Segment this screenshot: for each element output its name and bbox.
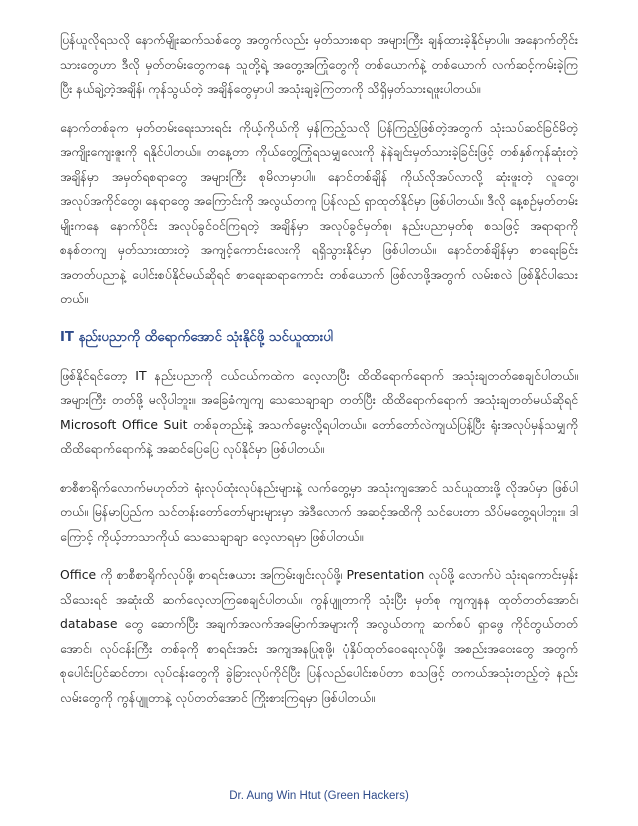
section-paragraph-1: ဖြစ်နိုင်ရင်တော့ IT နည်းပညာကို ငယ်ငယ်ကထဲက လေ့လာပြီး ထိထိရောက်ရောက် အသုံးချတတ်စေချင်ပါတယ်။ အများကြီး တတ်ဖို့ မလိုပါဘူး။ အခြေခံကျကျ သေသေချာချာ တတ်ပြီး ထိထိရောက်ရောက် အသုံးချတတ်မယ်ဆိုရင် Microsoft Office Suit တစ်ခုတည်းနဲ့ အသက်မွေးလို့ရပါတယ်။ တော်တော်လဲကျယ်ပြန့်ပြီး ရုံးအလုပ်မှန်သမျှကို ထိထိရောက်ရောက်နဲ့ အဆင်ပြေပြေ လုပ်နိုင်မှာ ဖြစ်ပါတယ်။ (60, 367, 578, 456)
section-paragraph-3: Office ကို စာစီစာရိုက်လုပ်ဖို့၊ စာရင်းဇယား အကြမ်းဖျင်းလုပ်ဖို့၊ Presentation လုပ်ဖို့ လောက်ပဲ သုံးရကောင်းမှန်း သိသေးရင် အဆုံးထိ ဆက်လေ့လာကြစေချင်ပါတယ်။ ကွန်ပျူတာကို သုံးပြီး မှတ်စု ကျကျနန ထုတ်တတ်အောင်၊ database တွေ ဆောက်ပြီး အချက်အလက်အမြောက်အများကို အလွယ်တကူ ဆက်စပ် ရှာဖွေ ကိုင်တွယ်တတ်အောင်၊ လုပ်ငန်းကြီး တစ်ခုကို စာရင်းအင်း အကျအနပြုစုဖို့၊ ပုံနှိပ်ထုတ်ဝေရေးလုပ်ဖို့၊ အစည်းအဝေးတွေ အတွက် စုပေါင်းပြင်ဆင်တာ၊ လုပ်ငန်းတွေကို ခွဲခြားလုပ်ကိုင်ပြီး ပြန်လည်ပေါင်းစပ်တာ စသဖြင့် တကယ်အသုံးတည့်တဲ့ နည်းလမ်းတွေကို ကွန်ပျူတာနဲ့ လုပ်တတ်အောင် ကြိုးစားကြရမှာ ဖြစ်ပါတယ်။ (60, 567, 578, 705)
intro-paragraph-2: နောက်တစ်ခုက မှတ်တမ်းရေးသားရင်း ကိုယ့်ကိုယ်ကို မှန်ကြည့်သလို ပြန်ကြည့်ဖြစ်တဲ့အတွက် သုံးသပ်ဆင်ခြင်မိတဲ့ အကျိုးကျေးဇူးကို ရနိုင်ပါတယ်။ တနေ့တာ ကိုယ်တွေ့ကြုံရသမျှလေးကို နဲနဲချင်းမှတ်သားခဲ့ခြင်းဖြင့် တစ်နှစ်ကုန်ဆုံးတဲ့အချိန်မှာ အမှတ်ရစရာတွေ အများကြီး စုမိလာမှာပါ။ နောင်တစ်ချိန် ကိုယ်လိုအပ်လာလို့ ဆုံးဖူးတဲ့ လူတွေ၊ အလုပ်အကိုင်တွေ၊ နေရာတွေ အကြောင်းကို အလွယ်တကူ ပြန်လည် ရှာထုတ်နိုင်မှာ ဖြစ်ပါတယ်။ ဒီလို နေ့စဉ်မှတ်တမ်းမျိုးကနေ နောက်ပိုင်း အလုပ်ခွင်ဝင်ကြရတဲ့ အချိန်မှာ အလုပ်ခွင်မှတ်စု၊ နည်းပညာမှတ်စု စသဖြင့် အရာရာကို စနစ်တကျ မှတ်သားထားတဲ့ အကျင့်ကောင်းလေးကို ရရှိသွားနိုင်မှာ ဖြစ်ပါတယ်။ နောင်တစ်ချိန်မှာ စာရေးခြင်း အတတ်ပညာနဲ့ ပေါင်းစပ်နိုင်မယ်ဆိုရင် စာရေးဆရာကောင်း တစ်ယောက် ဖြစ်လာဖို့အတွက် လမ်းစလဲ ဖြစ်နိုင်ပါသေးတယ်။ (60, 119, 578, 306)
footer-author: Dr. Aung Win Htut (Green Hackers) (229, 790, 409, 802)
intro-paragraph-1: ပြန်ယူလိုရသလို နောက်မျိုးဆက်သစ်တွေ အတွက်လည်း မှတ်သားစရာ အများကြီး ချန်ထားခဲ့နိုင်မှာပါ။ အနောက်တိုင်းသားတွေဟာ ဒီလို မှတ်တမ်းတွေကနေ သူတို့ရဲ့ အတွေ့အကြုံတွေကို တစ်ယောက်နဲ့ တစ်ယောက် လက်ဆင့်ကမ်းခဲ့ကြပြီး နယ်ချဲ့တဲ့အချိန်၊ ကုန်သွယ်တဲ့ အချိန်တွေမှာပါ အသုံးချခဲ့ကြတာကို သိရှိမှတ်သားရဖူးပါတယ်။ (60, 32, 578, 96)
section-heading: IT နည်းပညာကို ထိရောက်အောင် သုံးနိုင်ဖို့ သင်ယူထားပါ (60, 329, 334, 345)
section-paragraph-2: စာစီစာရိုက်လောက်မဟုတ်ဘဲ ရုံးလုပ်ထုံးလုပ်နည်းများနဲ့ လက်တွေ့မှာ အသုံးကျအောင် သင်ယူထားဖို့ လိုအပ်မှာ ဖြစ်ပါတယ်။ မြန်မာပြည်က သင်တန်းတော်တော်များများမှာ အဲဒီလောက် အဆင့်အထိကို သင်ပေးတာ သိပ်မတွေ့ရပါဘူး။ ဒါကြောင့် ကိုယ့်ဘာသာကိုယ် သေသေချာချာ လေ့လာရမှာ ဖြစ်ပါတယ်။ (60, 479, 578, 544)
